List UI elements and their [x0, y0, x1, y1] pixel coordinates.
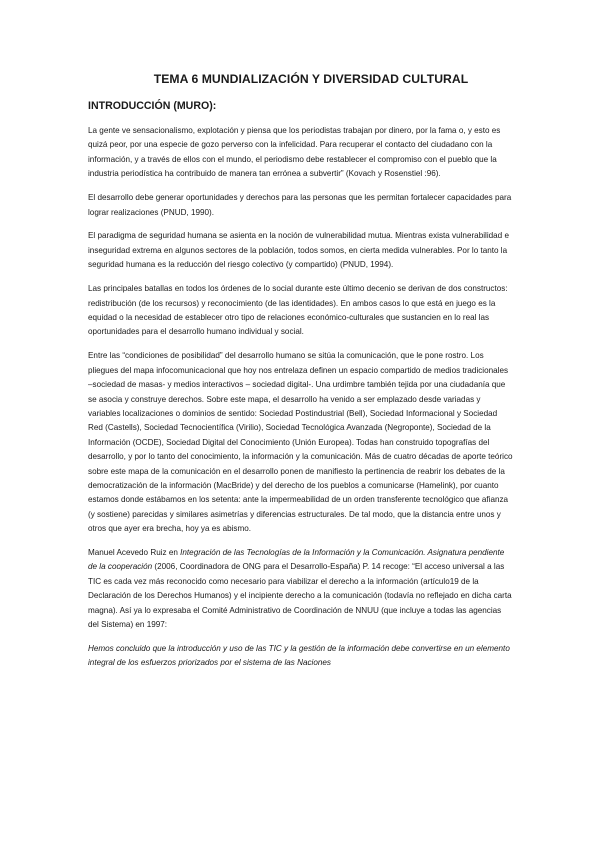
document-title: TEMA 6 MUNDIALIZACIÓN Y DIVERSIDAD CULTURAL	[153, 72, 469, 86]
citation-author: Manuel Acevedo Ruiz en	[88, 548, 181, 558]
citation-text: (2006, Coordinadora de ONG para el Desarrollo-España) P. 14 recoge: “El acceso universal a las TIC es cada vez más reconocido como necesario para viabilizar el derecho a la información (artículo19 de la Declaración de los Derechos Humanos) y el incipiente derecho a la comunicación (todavía no reflejado en dicha carta magna). Así ya lo expresaba el Comité Administrativo de Coordinación de NNUU (que incluye a todas las agencias del Sistema) en 1997:	[88, 562, 512, 630]
section-heading: INTRODUCCIÓN (MURO):	[88, 100, 217, 112]
block-quote: Hemos concluido que la introducción y uso de las TIC y la gestión de la información debe convertirse en un elemento integral de los esfuerzos priorizados por el sistema de las Naciones	[88, 644, 510, 668]
paragraph: La gente ve sensacionalismo, explotación y piensa que los periodistas trabajan por dinero, por la fama o, y esto es quizá peor, por una especie de gozo perverso con la infelicidad. Para recuperar el contacto del ciudadano con la información, y a través de ellos con el mundo, el periodismo debe restablecer el compromiso con el pueblo que la industria periodística ha contribuido de manera tan errónea a subvertir” (Kovach y Rosenstiel :96).	[88, 126, 501, 179]
paragraph: El paradigma de seguridad humana se asienta en la noción de vulnerabilidad mutua. Mientras exista vulnerabilidad e inseguridad extrema en algunos sectores de la población, todos somos, en cierta medida vulnerables. Por lo tanto la seguridad humana es la reducción del riesgo colectivo (y compartido) (PNUD, 1994).	[88, 231, 509, 270]
document-body	[88, 72, 514, 680]
citation-work-title: Integración de las Tecnologías de la Información y la Comunicación. Asignatura pendiente de la cooperación	[88, 548, 505, 572]
paragraph: Entre las “condiciones de posibilidad” del desarrollo humano se sitúa la comunicación, que le pone rostro. Los pliegues del mapa infocomunicacional que hoy nos entrelaza definen un espacio compartido de medios tradicionales –sociedad de masas- y medios interactivos – sociedad digital-. Una urdimbre también tejida por una ciudadanía que se asocia y construye derechos. Sobre este mapa, el desarrollo ha venido a ser emplazado desde variadas y variables localizaciones o dominios de sentido: Sociedad Postindustrial (Bell), Sociedad Informacional y Sociedad Red (Castells), Sociedad Tecnocientífica (Virilio), Sociedad Tecnológica Avanzada (Negroponte), Sociedad de la Información (OCDE), Sociedad Digital del Conocimiento (Unión Europea). Todas han construido topografías del desarrollo, y por lo tanto del conocimiento, la información y la comunicación. Más de cuatro décadas de aporte teórico sobre este mapa de la comunicación en el desarrollo ponen de manifiesto la pertinencia de reabrir los debates de la democratización de la información (MacBride) y del derecho de los pueblos a comunicarse (Hamelink), por cuanto estamos donde estábamos en los setenta: ante la impermeabilidad de un orden transferente tecnológico que afianza (y sostiene) parecidas y similares asimetrías y diferencias estructurales. De tal modo, que la distancia entre unos y otros que ayer era brecha, hoy ya es abismo.	[88, 351, 513, 534]
paragraph: El desarrollo debe generar oportunidades y derechos para las personas que les permitan fortalecer capacidades para lograr realizaciones (PNUD, 1990).	[88, 193, 512, 217]
paragraph: Las principales batallas en todos los órdenes de lo social durante este último decenio se derivan de dos constructos: redistribución (de los recursos) y reconocimiento (de las identidades). En ambos casos lo que está en juego es la equidad o la necesidad de establecer otro tipo de relaciones económico-culturales que sustancien en lo real las oportunidades para el desarrollo humano individual y social.	[88, 284, 508, 337]
citation-paragraph	[88, 546, 514, 632]
